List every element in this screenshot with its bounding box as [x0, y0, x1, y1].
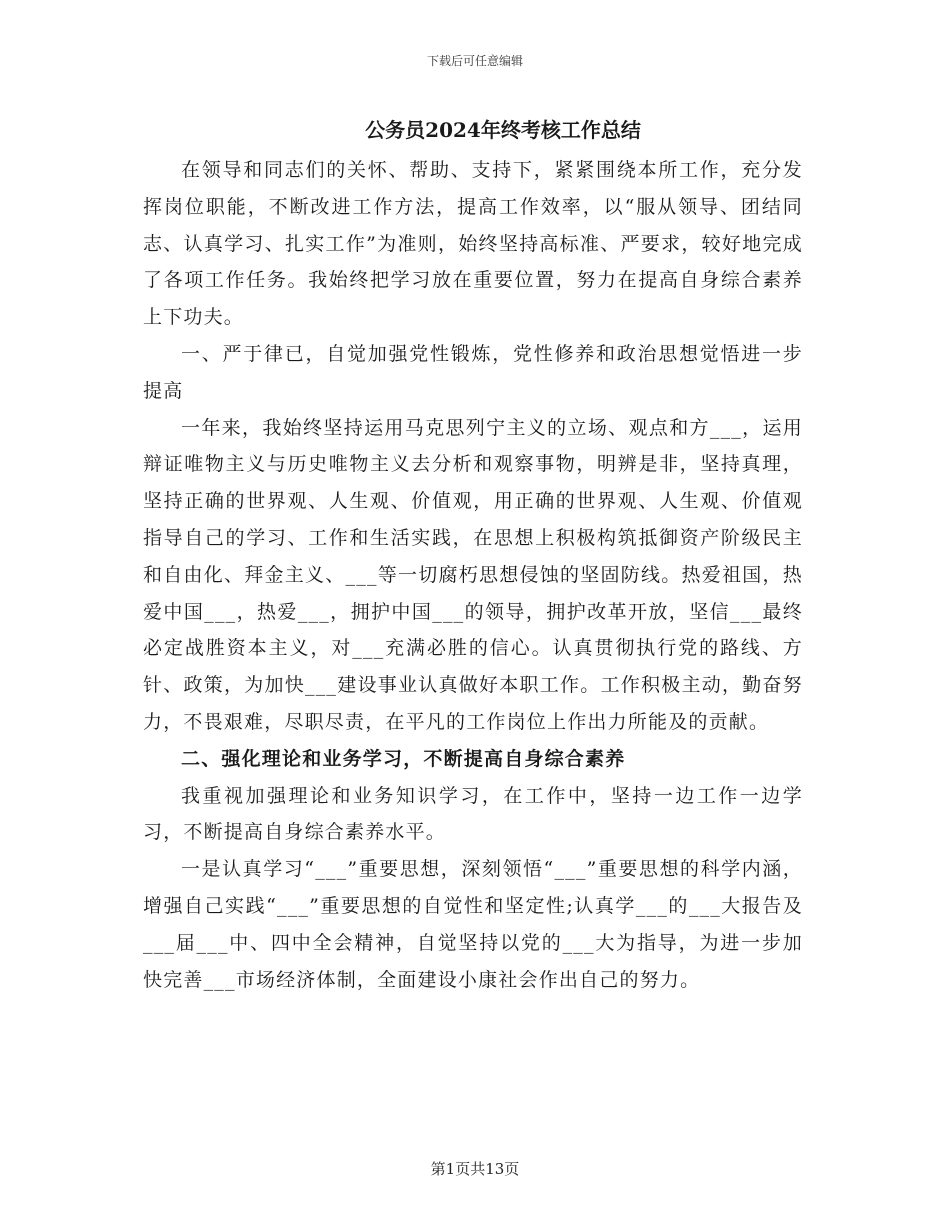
paragraph-section-1: 一年来，我始终坚持运用马克思列宁主义的立场、观点和方___，运用辩证唯物主义与历史唯物主义去分析和观察事物，明辨是非，坚持真理，坚持正确的世界观、人生观、价值观，用正确的世界观、人生观、价值观指导自己的学习、工作和生活实践，在思想上积极构筑抵御资产阶级民主和自由化、拜金主义、___等一切腐朽思想侵蚀的坚固防线。热爱祖国，热爱中国___，热爱___，拥护中国___的领导，拥护改革开放，坚信___最终必定战胜资本主义，对___充满必胜的信心。认真贯彻执行党的路线、方针、政策，为加快___建设事业认真做好本职工作。工作积极主动，勤奋努力，不畏艰难，尽职尽责，在平凡的工作岗位上作出力所能及的贡献。 — [143, 416, 803, 733]
page-number: 第1页共13页 — [430, 1160, 520, 1178]
section-heading-2: 二、强化理论和业务学习，不断提高自身综合素养 — [181, 747, 626, 770]
paragraph-section-2-point-1: 一是认真学习“___”重要思想，深刻领悟“___”重要思想的科学内涵，增强自己实践“___”重要思想的自觉性和坚定性;认真学___的___大报告及___届___中、四中全会精神，自觉坚持以党的___大为指导，为进一步加快完善___市场经济体制，全面建设小康社会作出自己的努力。 — [143, 858, 803, 991]
document-title: 公务员2024年终考核工作总结 — [365, 118, 641, 142]
paragraph-section-2-intro: 我重视加强理论和业务知识学习，在工作中，坚持一边工作一边学习，不断提高自身综合素养水平。 — [143, 784, 803, 844]
document-body — [143, 112, 803, 998]
page-header-note: 下载后可任意编辑 — [426, 54, 523, 68]
paragraph-intro: 在领导和同志们的关怀、帮助、支持下，紧紧围绕本所工作，充分发挥岗位职能，不断改进工作方法，提高工作效率，以“服从领导、团结同志、认真学习、扎实工作”为准则，始终坚持高标准、严要求，较好地完成了各项工作任务。我始终把学习放在重要位置，努力在提高自身综合素养上下功夫。 — [143, 159, 803, 329]
section-heading-1: 一、严于律已，自觉加强党性锻炼，党性修养和政治思想觉悟进一步提高 — [143, 342, 803, 402]
